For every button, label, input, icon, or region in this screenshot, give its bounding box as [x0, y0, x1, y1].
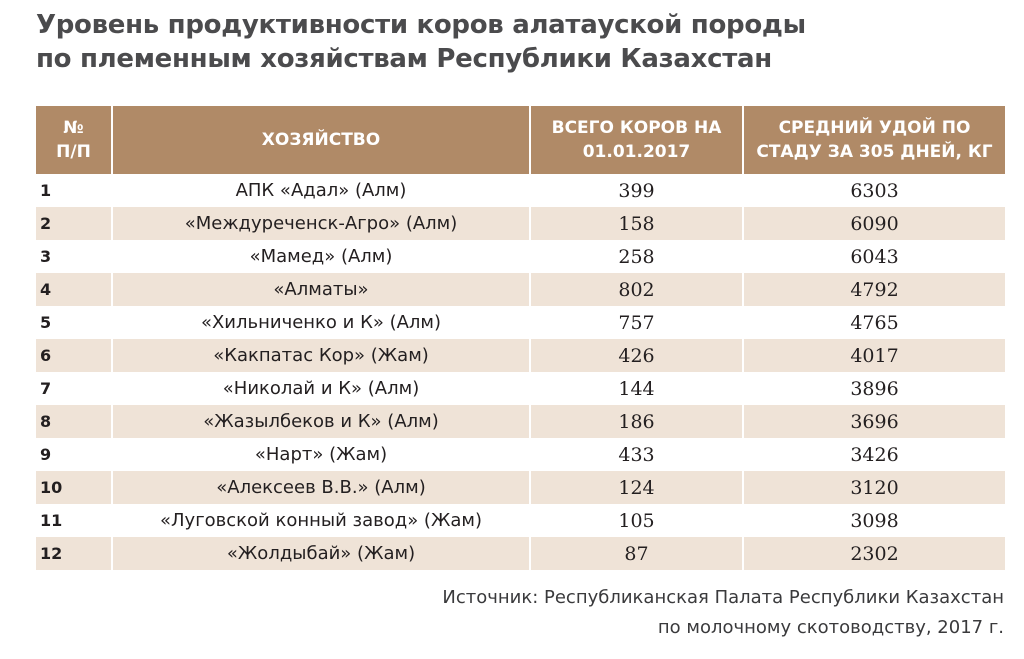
table-row: [36, 207, 1005, 240]
table-row: [36, 339, 1005, 372]
header-num: [36, 106, 112, 174]
table-row: [36, 372, 1005, 405]
farm-name: «Алексеев В.В.» (Алм): [112, 471, 530, 504]
total-cows: 258: [530, 240, 743, 273]
average-yield: 3896: [743, 372, 1005, 405]
table-row: [36, 306, 1005, 339]
average-yield: 2302: [743, 537, 1005, 570]
table-row: [36, 504, 1005, 537]
table-row: [36, 240, 1005, 273]
average-yield: 3098: [743, 504, 1005, 537]
average-yield: 6303: [743, 174, 1005, 207]
row-number: 7: [36, 372, 112, 405]
row-number: 6: [36, 339, 112, 372]
farm-name: «Нарт» (Жам): [112, 438, 530, 471]
row-number: 12: [36, 537, 112, 570]
total-cows: 757: [530, 306, 743, 339]
header-farm: [112, 106, 530, 174]
total-cows: 186: [530, 405, 743, 438]
average-yield: 6090: [743, 207, 1005, 240]
table-header-row: [36, 106, 1005, 174]
row-number: 3: [36, 240, 112, 273]
farm-name: «Николай и К» (Алм): [112, 372, 530, 405]
average-yield: 3426: [743, 438, 1005, 471]
farm-name: «Жазылбеков и К» (Алм): [112, 405, 530, 438]
total-cows: 87: [530, 537, 743, 570]
farm-name: «Какпатас Кор» (Жам): [112, 339, 530, 372]
total-cows: 433: [530, 438, 743, 471]
farm-name: «Алматы»: [112, 273, 530, 306]
row-number: 4: [36, 273, 112, 306]
title-line-2: по племенным хозяйствам Республики Казахстан: [36, 44, 772, 74]
farm-name: «Хильниченко и К» (Алм): [112, 306, 530, 339]
page-title: [36, 8, 1016, 76]
productivity-table: [36, 106, 1005, 570]
table-row: [36, 438, 1005, 471]
total-cows: 144: [530, 372, 743, 405]
row-number: 9: [36, 438, 112, 471]
farm-name: «Междуреченск-Агро» (Алм): [112, 207, 530, 240]
average-yield: 4792: [743, 273, 1005, 306]
table-row: [36, 471, 1005, 504]
table-row: [36, 273, 1005, 306]
table-row: [36, 174, 1005, 207]
average-yield: 4765: [743, 306, 1005, 339]
row-number: 8: [36, 405, 112, 438]
total-cows: 124: [530, 471, 743, 504]
total-cows: 105: [530, 504, 743, 537]
header-cows: [530, 106, 743, 174]
total-cows: 399: [530, 174, 743, 207]
farm-name: «Мамед» (Алм): [112, 240, 530, 273]
average-yield: 4017: [743, 339, 1005, 372]
total-cows: 802: [530, 273, 743, 306]
row-number: 10: [36, 471, 112, 504]
row-number: 5: [36, 306, 112, 339]
source-line-1: Источник: Республиканская Палата Республики Казахстан: [442, 587, 1004, 608]
table-body: [36, 174, 1005, 570]
header-num-line-2: П/П: [56, 142, 91, 162]
table-row: [36, 405, 1005, 438]
source-note: [442, 583, 1004, 643]
source-line-2: по молочному скотоводству, 2017 г.: [657, 617, 1004, 638]
header-yield-line-2: СТАДУ ЗА 305 ДНЕЙ, КГ: [756, 142, 993, 162]
average-yield: 3696: [743, 405, 1005, 438]
table-row: [36, 537, 1005, 570]
header-farm-label: ХОЗЯЙСТВО: [261, 130, 381, 150]
row-number: 1: [36, 174, 112, 207]
header-num-line-1: №: [63, 118, 84, 138]
average-yield: 6043: [743, 240, 1005, 273]
farm-name: «Жолдыбай» (Жам): [112, 537, 530, 570]
title-line-1: Уровень продуктивности коров алатауской породы: [36, 10, 806, 40]
header-yield: [743, 106, 1005, 174]
average-yield: 3120: [743, 471, 1005, 504]
header-cows-line-1: ВСЕГО КОРОВ НА: [551, 118, 722, 138]
total-cows: 426: [530, 339, 743, 372]
row-number: 11: [36, 504, 112, 537]
total-cows: 158: [530, 207, 743, 240]
farm-name: «Луговской конный завод» (Жам): [112, 504, 530, 537]
row-number: 2: [36, 207, 112, 240]
header-yield-line-1: СРЕДНИЙ УДОЙ ПО: [778, 118, 971, 138]
header-cows-line-2: 01.01.2017: [582, 142, 691, 162]
farm-name: АПК «Адал» (Алм): [112, 174, 530, 207]
